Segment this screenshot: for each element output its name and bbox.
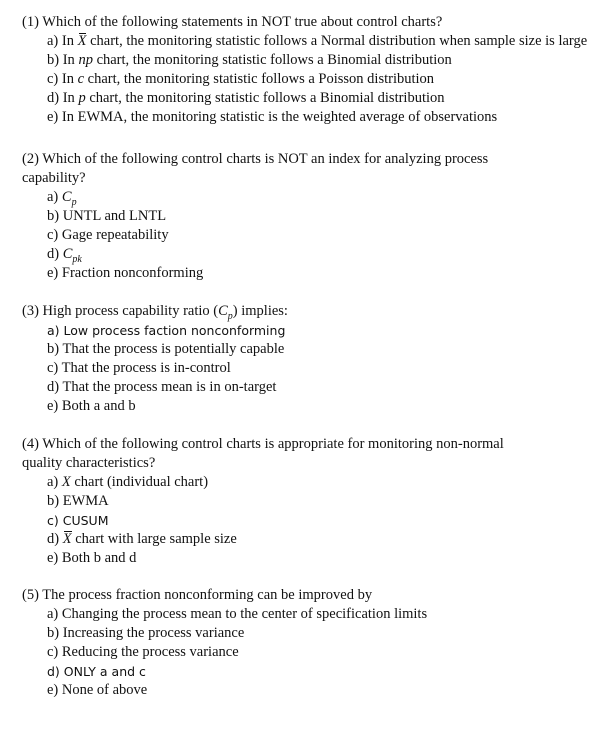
question-4-text: (4) Which of the following control charts is appropriate for monitoring non-normal quality characteristics?: [22, 436, 504, 471]
option-2b[interactable]: b) UNTL and LNTL: [47, 208, 167, 224]
option-5b[interactable]: b) Increasing the process variance: [47, 625, 245, 641]
option-3c[interactable]: c) That the process is in-control: [47, 360, 231, 376]
option-3a[interactable]: a) Low process faction nonconforming: [47, 323, 286, 338]
question-5: [22, 586, 602, 700]
option-1c[interactable]: c) In c chart, the monitoring statistic follows a Poisson distribution: [47, 71, 435, 87]
option-1e[interactable]: e) In EWMA, the monitoring statistic is the weighted average of observations: [47, 109, 498, 125]
option-4a[interactable]: a) X chart (individual chart): [47, 474, 209, 490]
option-5e[interactable]: e) None of above: [47, 682, 148, 698]
option-4e[interactable]: e) Both b and d: [47, 550, 137, 566]
option-4d[interactable]: d) X chart with large sample size: [47, 531, 237, 547]
question-1-options: [22, 32, 602, 127]
option-4b[interactable]: b) EWMA: [47, 493, 109, 509]
option-1d[interactable]: d) In p chart, the monitoring statistic follows a Binomial distribution: [47, 90, 445, 106]
option-5d[interactable]: d) ONLY a and c: [47, 664, 146, 679]
question-3-text: (3) High process capability ratio $(C_p)$ implies:: [22, 303, 288, 322]
option-2e[interactable]: e) Fraction nonconforming: [47, 265, 204, 281]
question-5-text: (5) The process fraction nonconforming can be improved by: [22, 587, 373, 603]
option-2a[interactable]: a) $C_p$: [47, 189, 77, 208]
question-3: [22, 302, 602, 416]
question-1: [22, 13, 602, 127]
question-2: [22, 150, 522, 283]
question-5-options: [22, 605, 602, 700]
question-2-options: [22, 188, 522, 283]
option-3e[interactable]: e) Both a and b: [47, 398, 136, 414]
option-5c[interactable]: c) Reducing the process variance: [47, 644, 239, 660]
option-2d[interactable]: d) $C_{pk}$: [47, 246, 82, 265]
question-2-text: (2) Which of the following control charts is NOT an index for analyzing process capability?: [22, 151, 489, 186]
option-4c[interactable]: c) CUSUM: [47, 513, 109, 528]
option-5a[interactable]: a) Changing the process mean to the center of specification limits: [47, 606, 428, 622]
question-4-options: [22, 473, 537, 568]
option-3d[interactable]: d) That the process mean is in on-target: [47, 379, 277, 395]
option-1b[interactable]: b) In np chart, the monitoring statistic follows a Binomial distribution: [47, 52, 452, 68]
option-2c[interactable]: c) Gage repeatability: [47, 227, 169, 243]
question-3-options: [22, 321, 602, 416]
question-1-text: (1) Which of the following statements in NOT true about control charts?: [22, 14, 443, 30]
question-4: [22, 435, 537, 568]
option-3b[interactable]: b) That the process is potentially capable: [47, 341, 285, 357]
option-1a[interactable]: a) In X chart, the monitoring statistic follows a Normal distribution when sample size is large: [47, 33, 588, 49]
